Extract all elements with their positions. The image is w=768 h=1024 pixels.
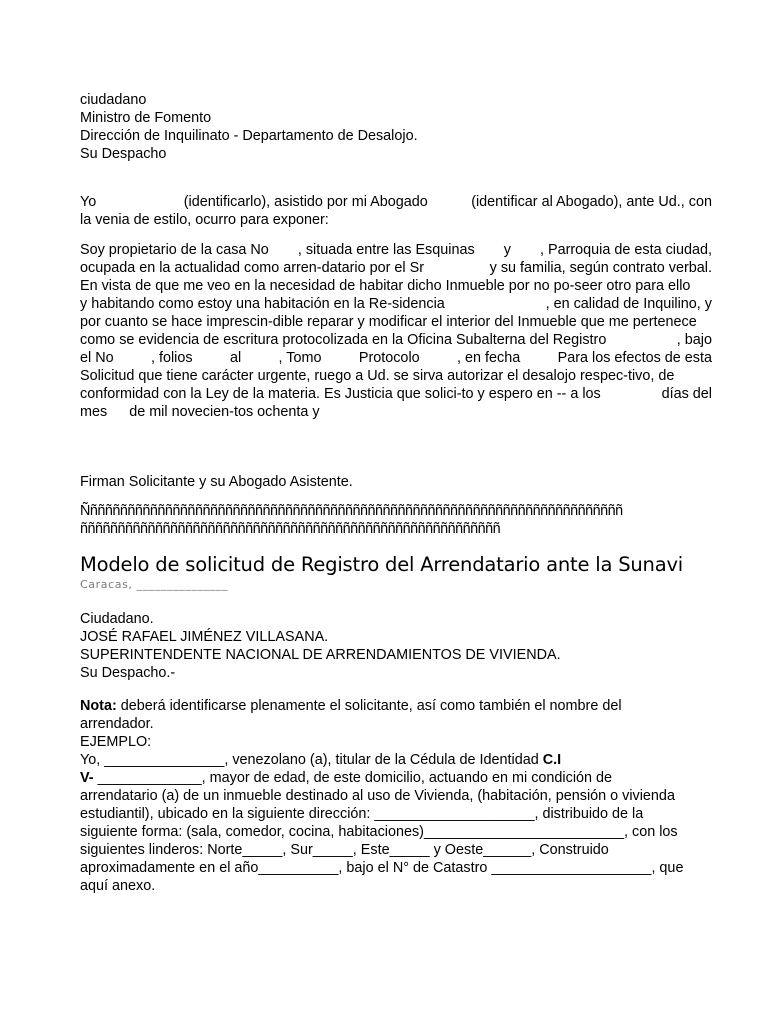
signature-text: Firman Solicitante y su Abogado Asistente.	[80, 474, 353, 490]
body-segment: como se evidencia de escritura protocolizada en la Oficina Subalterna del Registro	[80, 332, 607, 348]
body-segment: días del	[661, 386, 712, 402]
body-segment: de mil novecien-tos ochenta y	[129, 404, 320, 420]
address-line-3: SUPERINTENDENTE NACIONAL DE ARRENDAMIENTOS DE VIVIENDA.	[80, 647, 561, 663]
address-line-4: Su Despacho	[80, 146, 167, 162]
body-segment: , folios	[150, 350, 193, 366]
body-segment: , en calidad de Inquilino, y	[545, 296, 712, 312]
intro-segment: (identificar al Abogado), ante Ud., con	[471, 194, 712, 210]
address-line-3: Dirección de Inquilinato - Departamento de Desalojo.	[80, 128, 418, 144]
v-label: V-	[80, 770, 94, 786]
address-line-4: Su Despacho.-	[80, 665, 176, 681]
note-line-2: arrendador.	[80, 716, 154, 732]
separator-line-1: Ññññññññññññññññññññññññññññññññññññññññññññññññññññññññññññññññññññññññ	[80, 503, 623, 519]
body-segment: , Parroquia de esta ciudad,	[539, 242, 712, 258]
intro-segment: Yo	[80, 194, 97, 210]
body-segment: , bajo	[676, 332, 712, 348]
body-segment: conformidad con la Ley de la materia. Es Justicia que solici-to y espero en -- a los	[80, 386, 601, 402]
separator-block	[80, 502, 712, 538]
address-block-superintendent	[80, 610, 712, 682]
body-segment: y	[503, 242, 511, 258]
example-line-4: estudiantil), ubicado en la siguiente dirección: ____________________, distribuido de la	[80, 806, 644, 822]
example-line-1	[80, 751, 712, 769]
body-segment: mes	[80, 404, 108, 420]
body-segment: , Tomo	[278, 350, 322, 366]
intro-paragraph	[80, 193, 712, 229]
body-segment: Solicitud que tiene carácter urgente, ruego a Ud. se sirva autorizar el desalojo respec-tivo, de	[80, 368, 675, 384]
example-block	[80, 751, 712, 895]
address-block-ministry	[80, 91, 712, 163]
note-text: deberá identificarse plenamente el solicitante, así como también el nombre del	[116, 698, 622, 714]
body-segment: al	[229, 350, 242, 366]
example-label: EJEMPLO:	[80, 734, 152, 750]
intro-segment: (identificarlo), asistido por mi Abogado	[183, 194, 428, 210]
example-line-7: aproximadamente en el año__________, bajo el N° de Catastro ____________________, que	[80, 860, 684, 876]
note-block	[80, 697, 712, 751]
signature-line	[80, 473, 712, 491]
body-segment: , en fecha	[457, 350, 521, 366]
example-line-2	[80, 769, 712, 787]
body-line-10	[80, 403, 712, 421]
intro-line-2: la venia de estilo, ocurro para exponer:	[80, 212, 329, 228]
body-line-5	[80, 313, 712, 331]
body-segment: y su familia, según contrato verbal.	[489, 260, 712, 276]
body-segment: el No	[80, 350, 114, 366]
body-segment: y habitando como estoy una habitación en la Re-sidencia	[80, 296, 445, 312]
note-label: Nota:	[80, 698, 117, 714]
body-segment: En vista de que me veo en la necesidad de habitar dicho Inmueble por no po-seer otro para ello	[80, 278, 691, 294]
body-line-7	[80, 349, 712, 367]
note-line-1	[80, 697, 712, 715]
body-line-3	[80, 277, 712, 295]
body-segment: Soy propietario de la casa No	[80, 242, 269, 258]
address-line-2: Ministro de Fomento	[80, 110, 212, 126]
body-line-9	[80, 385, 712, 403]
address-line-1: Ciudadano.	[80, 611, 154, 627]
body-segment: por cuanto se hace imprescin-dible reparar y modificar el interior del Inmueble que me pertenece	[80, 314, 697, 330]
body-line-6	[80, 331, 712, 349]
intro-line-1	[80, 193, 712, 211]
example-text: Yo, _______________, venezolano (a), titular de la Cédula de Identidad	[80, 752, 543, 768]
document-heading: Modelo de solicitud de Registro del Arrendatario ante la Sunavi	[80, 553, 684, 576]
separator-line-2: ññññññññññññññññññññññññññññññññññññññññññññññññññññññññ	[80, 521, 501, 537]
ci-label: C.I	[542, 752, 562, 768]
body-segment: Para los efectos de esta	[557, 350, 712, 366]
body-line-8	[80, 367, 712, 385]
body-line-2	[80, 259, 712, 277]
example-line-6: siguientes linderos: Norte_____, Sur_____, Este_____ y Oeste______, Construido	[80, 842, 609, 858]
body-segment: ocupada en la actualidad como arren-datario por el Sr	[80, 260, 424, 276]
body-line-1	[80, 241, 712, 259]
caracas-date-line: Caracas, _______________	[80, 578, 229, 591]
address-line-2: JOSÉ RAFAEL JIMÉNEZ VILLASANA.	[80, 629, 329, 645]
example-line-3: arrendatario (a) de un inmueble destinado al uso de Vivienda, (habitación, pensión o vivienda	[80, 788, 675, 804]
address-line-1: ciudadano	[80, 92, 147, 108]
body-segment: Protocolo	[358, 350, 420, 366]
example-line-8: aquí anexo.	[80, 878, 156, 894]
example-line-5: siguiente forma: (sala, comedor, cocina, habitaciones)_________________________, con los	[80, 824, 678, 840]
body-paragraph	[80, 241, 712, 421]
body-line-4	[80, 295, 712, 313]
example-text: _____________, mayor de edad, de este domicilio, actuando en mi condición de	[93, 770, 613, 786]
body-segment: , situada entre las Esquinas	[297, 242, 475, 258]
